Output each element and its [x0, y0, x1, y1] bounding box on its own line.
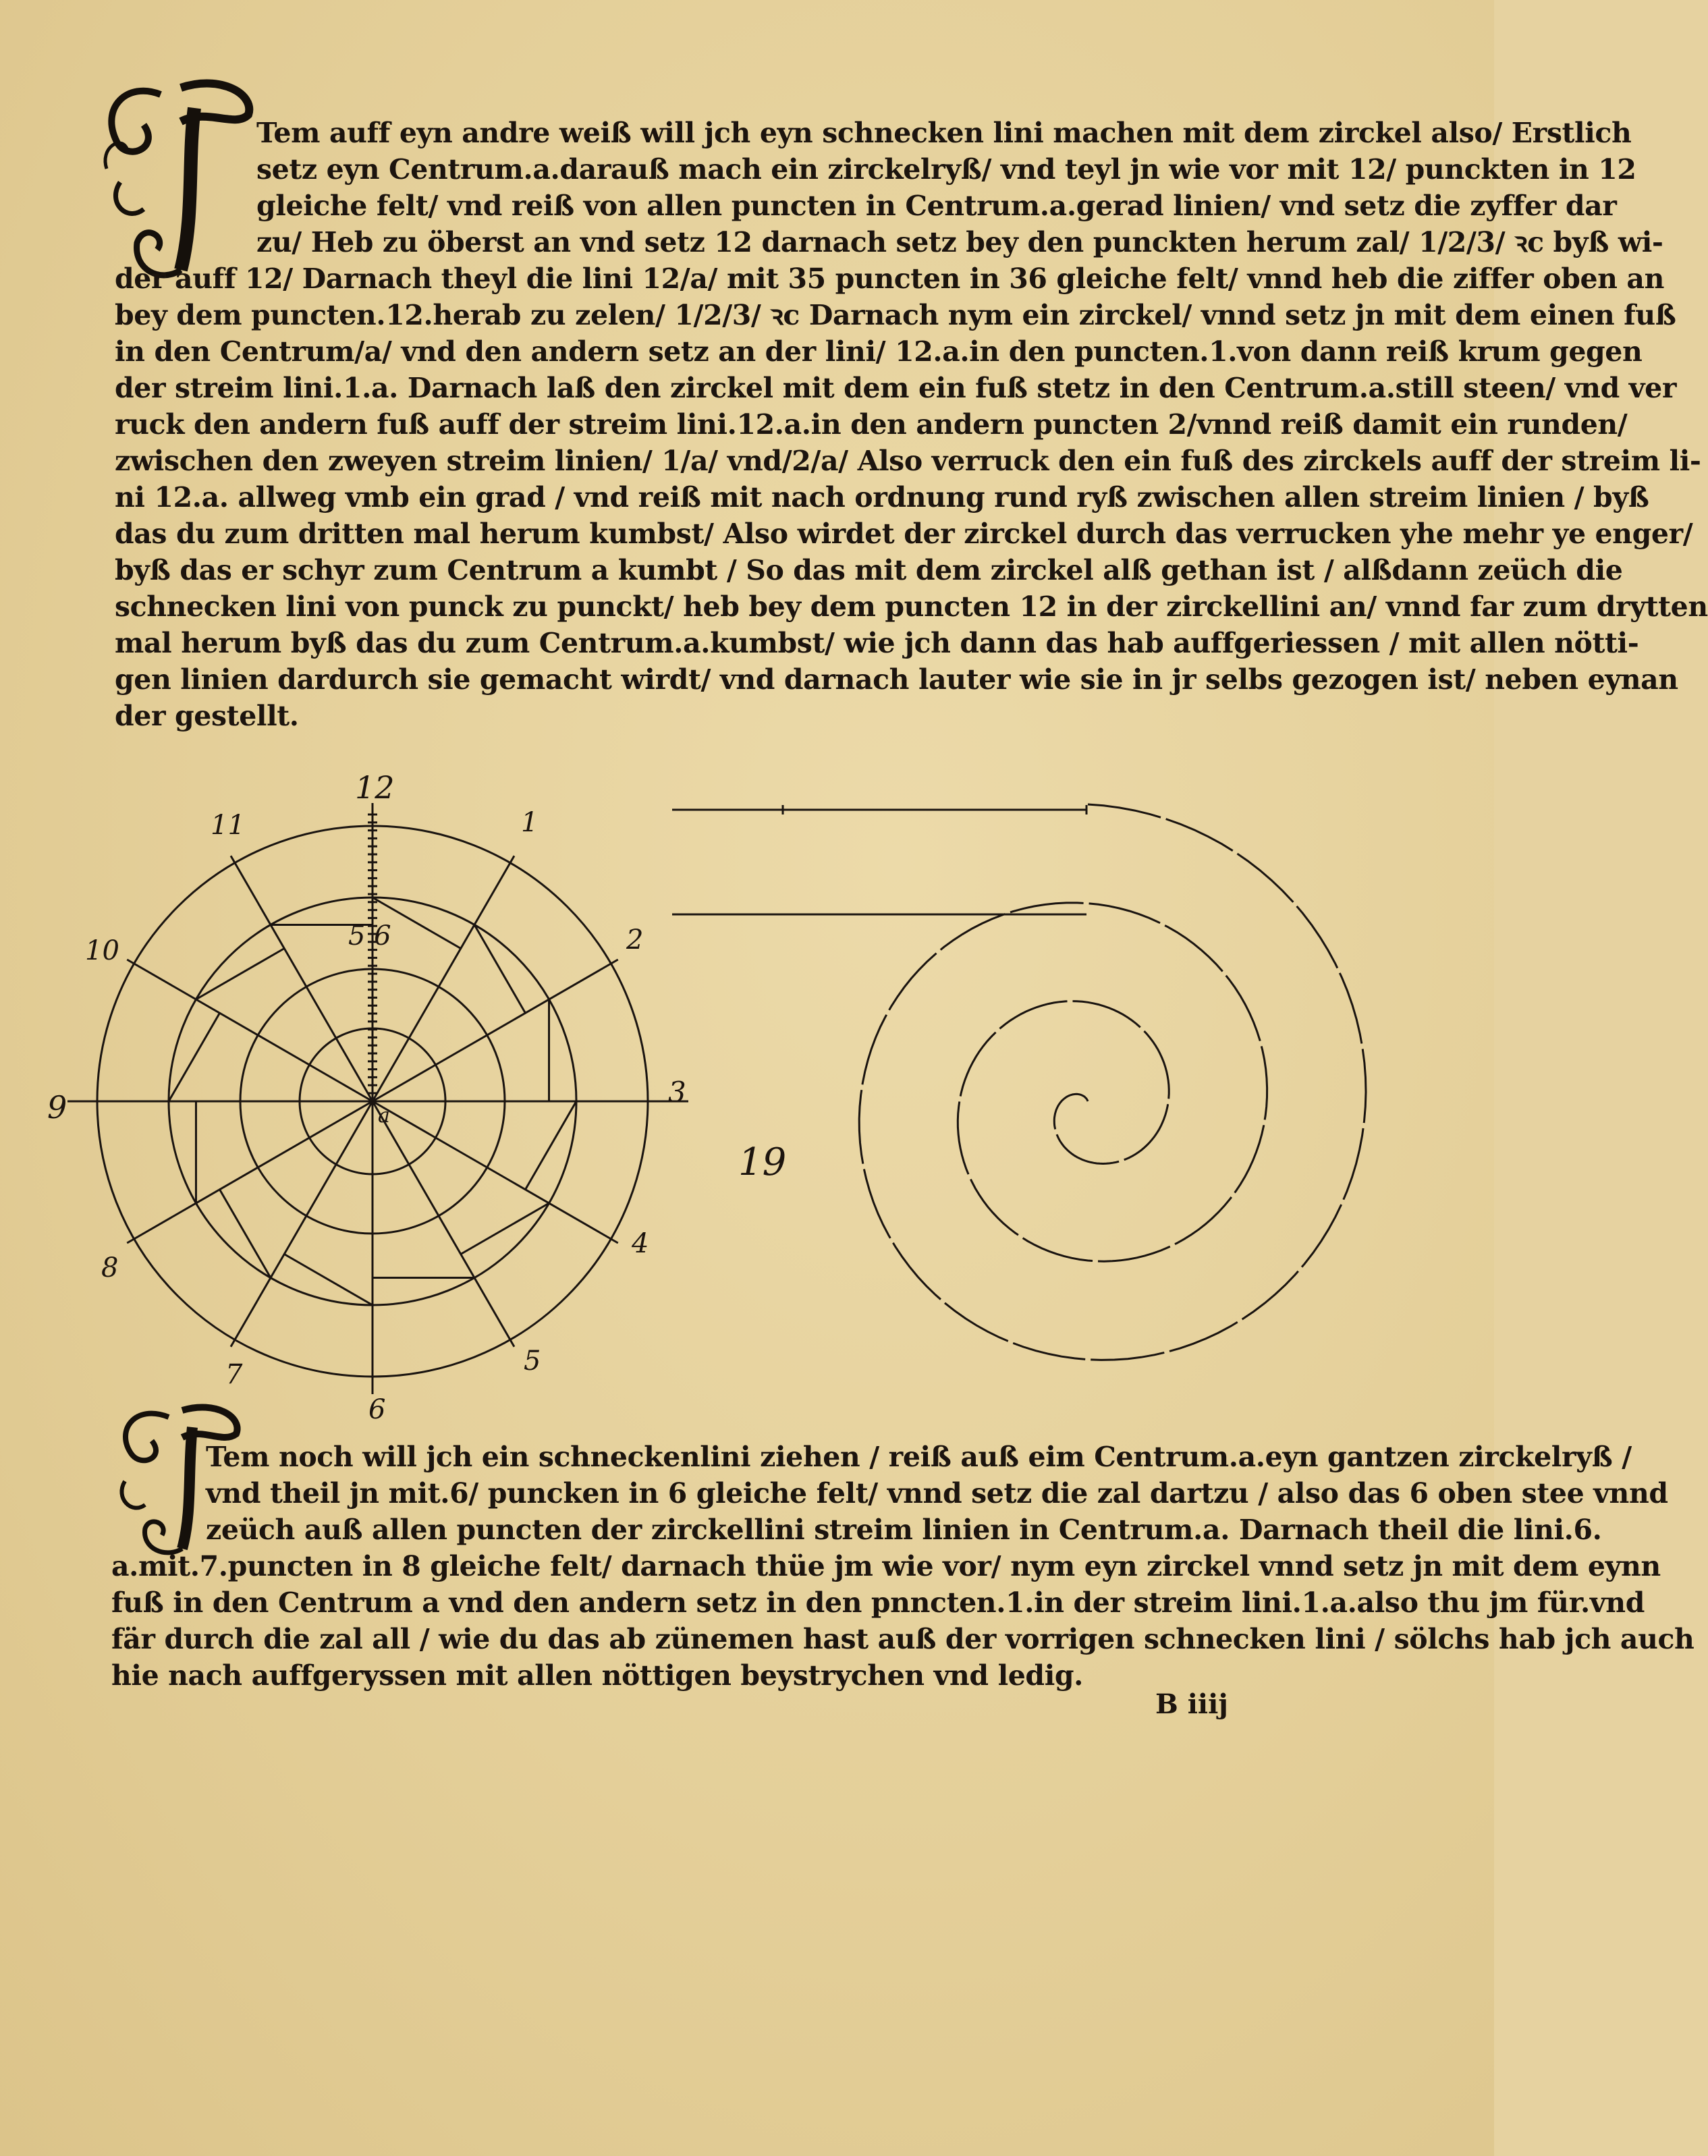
paragraph-2 — [111, 1439, 1695, 1694]
paragraph-1-line: das du zum dritten mal herum kumbst/ Also wirdet der zirckel durch das verrucken yhe mehr ye enger/ — [115, 518, 1693, 550]
paragraph-1-line: gen linien dardurch sie gemacht wirdt/ vnd darnach lauter wie sie in jr selbs gezogen ist/ neben eynan — [115, 663, 1678, 696]
label-11: 11 — [211, 810, 245, 841]
paragraph-2-line: Tem noch will jch ein schneckenlini ziehen / reiß auß eim Centrum.a.eyn gantzen zirckelryß / — [206, 1441, 1632, 1473]
radial-line — [231, 856, 373, 1101]
label-1: 1 — [521, 807, 539, 838]
radial-line — [373, 1101, 514, 1347]
bleed-through — [121, 1748, 1309, 1923]
label-inner: 5 6 — [348, 920, 391, 951]
paragraph-1-line: schnecken lini von punck zu punckt/ heb bey dem puncten 12 in der zirckellini an/ vnnd far zum drytten — [115, 590, 1708, 623]
signature-mark: B iiij — [1155, 1688, 1228, 1720]
paragraph-2-line: a.mit.7.puncten in 8 gleiche felt/ darnach thüe jm wie vor/ nym eyn zirckel vnnd setz jn mit dem eynn — [111, 1550, 1661, 1582]
paragraph-1-line: byß das er schyr zum Centrum a kumbt / So das mit dem zirckel alß gethan ist / alßdann zeüch die — [115, 554, 1623, 586]
radial-line — [373, 1101, 618, 1243]
paragraph-1-line: der auff 12/ Darnach theyl die lini 12/a/ mit 35 puncten in 36 gleiche felt/ vnnd heb die ziffer oben an — [115, 262, 1665, 295]
label-center: a — [378, 1104, 390, 1128]
paragraph-1-line: der gestellt. — [115, 700, 299, 732]
figure-number: 19 — [738, 1140, 787, 1184]
label-6: 6 — [368, 1394, 386, 1425]
construction-chord — [169, 1013, 220, 1101]
paragraph-2-line: fuß in den Centrum a vnd den andern setz in den pnncten.1.in der streim lini.1.a.also thu jm für.vnd — [111, 1586, 1645, 1619]
paragraph-1-line: zwischen den zweyen streim linien/ 1/a/ vnd/2/a/ Also verruck den ein fuß des zirckels auff der streim li- — [115, 445, 1701, 477]
radial-line — [127, 960, 373, 1101]
figure-divided-circle — [0, 742, 742, 1417]
construction-chord — [526, 1101, 577, 1190]
paragraph-2-line: vnd theil jn mit.6/ puncken in 6 gleiche felt/ vnnd setz die zal dartzu / also das 6 oben stee vnnd — [206, 1477, 1668, 1510]
paragraph-1 — [115, 115, 1708, 734]
paragraph-1-line: ni 12.a. allweg vmb ein grad / vnd reiß mit nach ordnung rund ryß zwischen allen streim linien / byß — [115, 481, 1649, 514]
figure-spiral — [648, 776, 1390, 1350]
paragraph-1-line: mal herum byß das du zum Centrum.a.kumbst/ wie jch dann das hab auffgeriessen / mit allen nötti- — [115, 627, 1639, 659]
construction-chord — [474, 924, 526, 1013]
construction-chord — [196, 949, 284, 1000]
paragraph-1-line: Tem auff eyn andre weiß will jch eyn schnecken lini machen mit dem zirckel also/ Erstlich — [256, 117, 1632, 149]
paragraph-2-line: hie nach auffgeryssen mit allen nöttigen beystrychen vnd ledig. — [111, 1659, 1084, 1692]
label-5: 5 — [524, 1346, 541, 1377]
paragraph-1-line: in den Centrum/a/ vnd den andern setz an der lini/ 12.a.in den puncten.1.von dann reiß krum gegen — [115, 335, 1643, 368]
construction-chord — [461, 1203, 549, 1254]
label-9: 9 — [47, 1089, 67, 1126]
spiral-curve — [859, 804, 1366, 1360]
paragraph-2-line: zeüch auß allen puncten der zirckellini streim linien in Centrum.a. Darnach theil die lini.6. — [206, 1514, 1602, 1546]
radial-line — [373, 960, 618, 1101]
radial-line — [373, 856, 514, 1101]
paragraph-1-line: der streim lini.1.a. Darnach laß den zirckel mit dem ein fuß stetz in den Centrum.a.still steen/ vnd ver — [115, 372, 1677, 404]
label-3: 3 — [668, 1076, 686, 1109]
paragraph-2-line: fär durch die zal all / wie du das ab zünemen hast auß der vorrigen schnecken lini / sölchs hab jch auch — [111, 1623, 1695, 1655]
label-12: 12 — [355, 769, 395, 806]
construction-chord — [284, 1254, 373, 1306]
label-8: 8 — [101, 1252, 119, 1283]
paragraph-1-line: setz eyn Centrum.a.darauß mach ein zirckelryß/ vnd teyl jn wie vor mit 12/ punckten in 12 — [256, 153, 1636, 186]
label-10: 10 — [85, 935, 119, 966]
radial-line — [231, 1101, 373, 1347]
paragraph-1-line: bey dem puncten.12.herab zu zelen/ 1/2/3/ ꝛc Darnach nym ein zirckel/ vnnd setz jn mit dem einen fuß — [115, 299, 1676, 331]
paragraph-1-line: ruck den andern fuß auff der streim lini.12.a.in den andern puncten 2/vnnd reiß damit ein runden/ — [115, 408, 1628, 441]
construction-chord — [220, 1190, 271, 1278]
label-2: 2 — [626, 924, 644, 956]
label-4: 4 — [632, 1228, 649, 1259]
paragraph-1-line: gleiche felt/ vnd reiß von allen puncten in Centrum.a.gerad linien/ vnd setz die zyffer dar — [256, 190, 1617, 222]
label-7: 7 — [225, 1359, 243, 1390]
radial-line — [127, 1101, 373, 1243]
paragraph-1-line: zu/ Heb zu öberst an vnd setz 12 darnach setz bey den punckten herum zal/ 1/2/3/ ꝛc byß wi- — [256, 226, 1663, 258]
